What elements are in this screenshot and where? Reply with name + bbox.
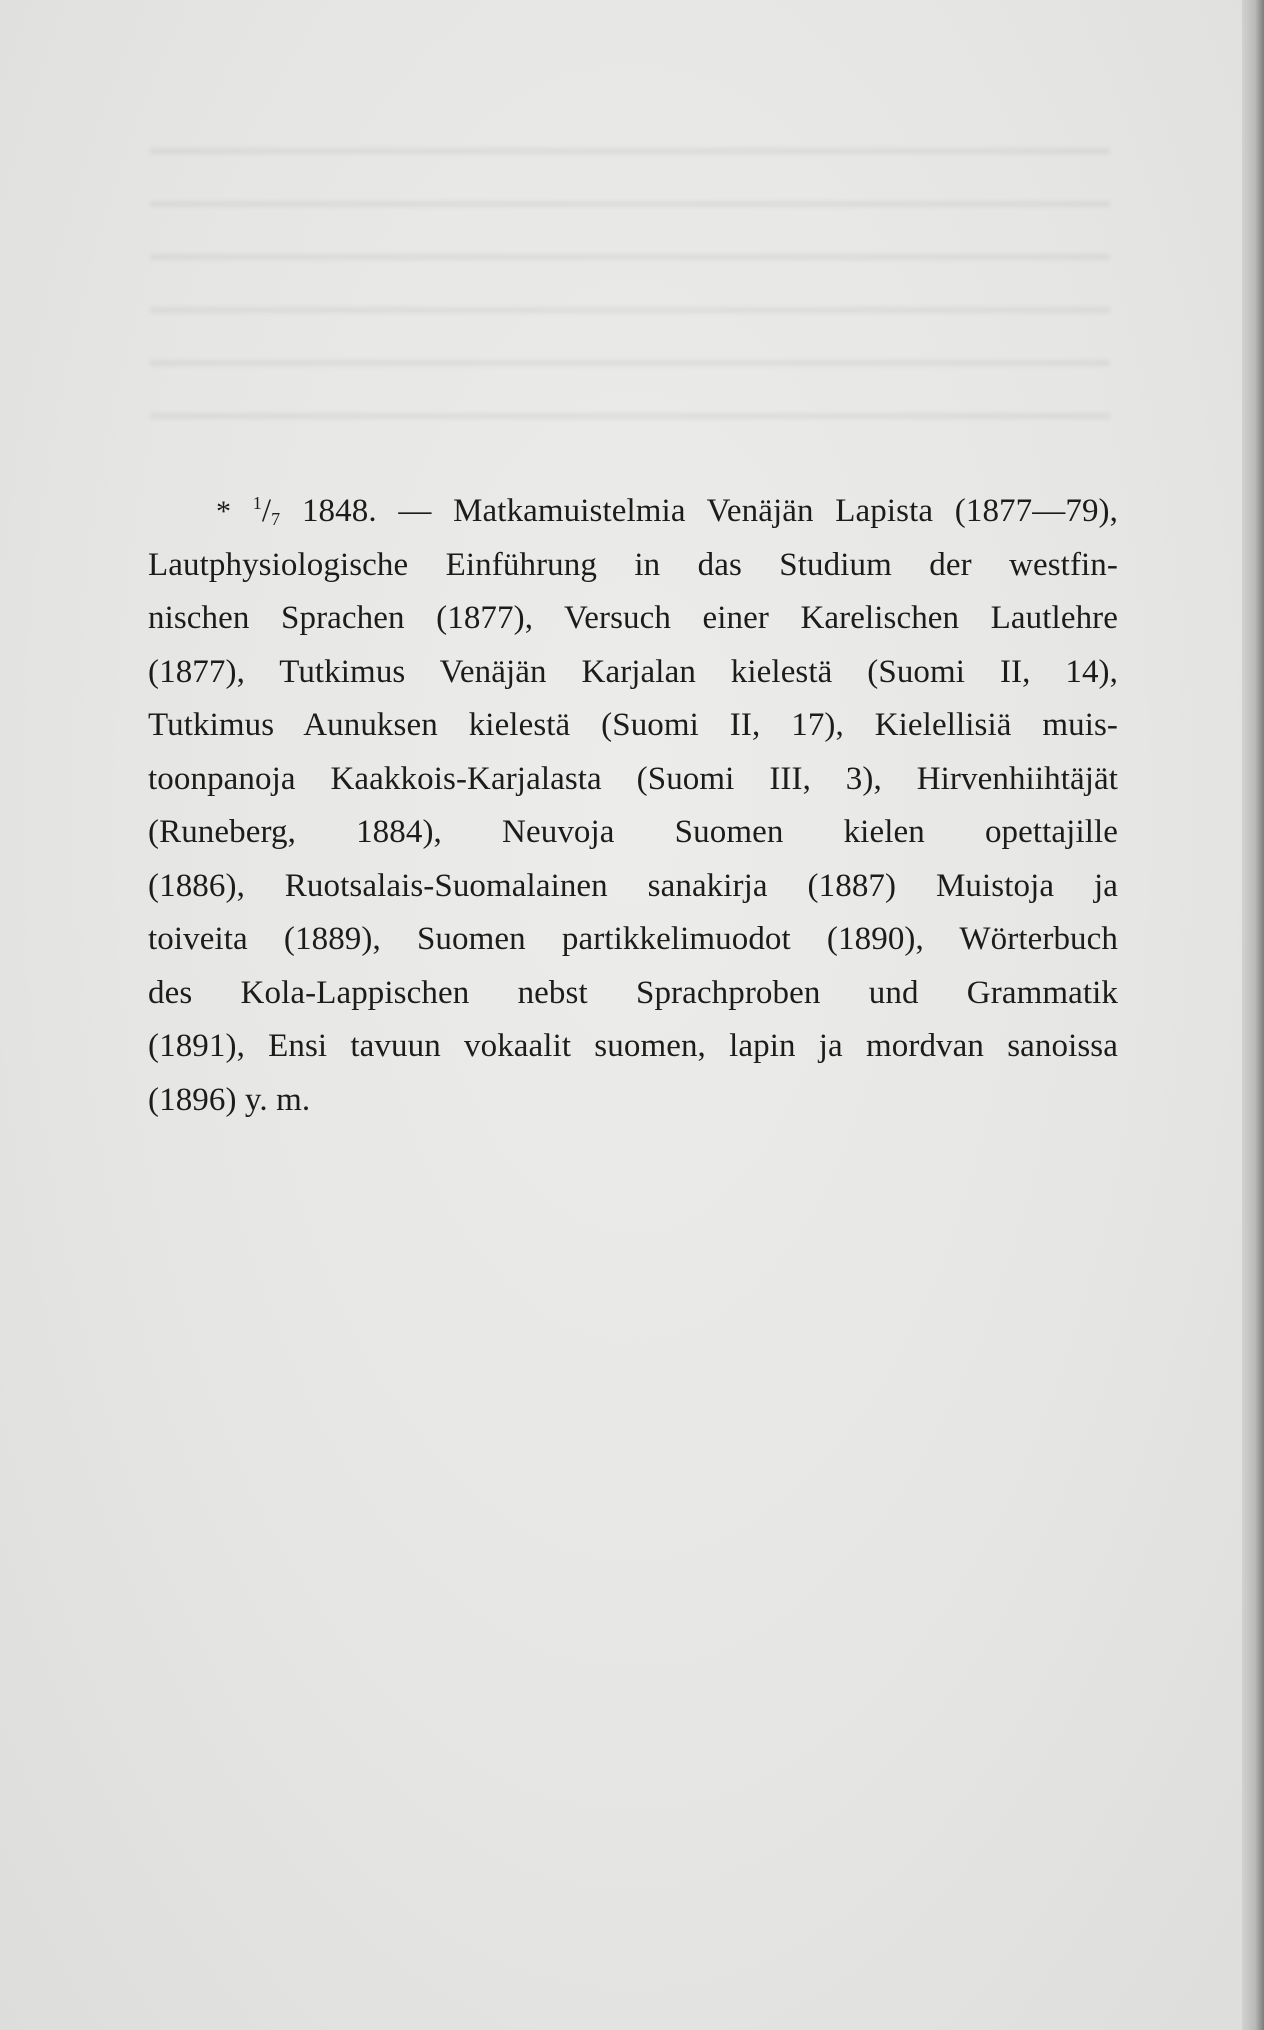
entry-line-4: (1877), Tutkimus Venäjän Karjalan kielestä (Suomi II, 14), (148, 653, 1118, 690)
entry-line-8: (1886), Ruotsalais-Suomalainen sanakirja (1887) Muistoja ja (148, 867, 1118, 904)
entry-line-1 (148, 485, 1118, 539)
entry-line-12: (1896) y. m. (148, 1081, 311, 1118)
entry-line-11: (1891), Ensi tavuun vokaalit suomen, lapin ja mordvan sanoissa (148, 1028, 1118, 1064)
entry-line-10: des Kola-Lappischen nebst Sprachproben und Grammatik (148, 974, 1118, 1011)
date-numerator: 1 (252, 493, 262, 513)
bibliography-entry (148, 485, 1118, 1127)
date-denominator: 7 (271, 509, 281, 529)
date-slash: / (261, 493, 272, 529)
entry-line-2: Lautphysiologische Einführung in das Studium der westfin- (148, 546, 1118, 583)
page-edge-shadow (1242, 0, 1264, 2030)
footnote-marker: * (216, 495, 232, 528)
entry-line-7: (Runeberg, 1884), Neuvoja Suomen kielen opettajille (148, 814, 1118, 850)
entry-line-3: nischen Sprachen (1877), Versuch einer Karelischen Lautlehre (148, 600, 1118, 636)
entry-line-text: 1848. — Matkamuistelmia Venäjän Lapista (1877—79), (280, 493, 1118, 529)
show-through-text (150, 120, 1110, 460)
entry-line-6: toonpanoja Kaakkois-Karjalasta (Suomi III, 3), Hirvenhiihtäjät (148, 760, 1118, 797)
entry-line-9: toiveita (1889), Suomen partikkelimuodot (1890), Wörterbuch (148, 921, 1118, 957)
entry-line-5: Tutkimus Aunuksen kielestä (Suomi II, 17), Kielellisiä muis- (148, 707, 1118, 743)
